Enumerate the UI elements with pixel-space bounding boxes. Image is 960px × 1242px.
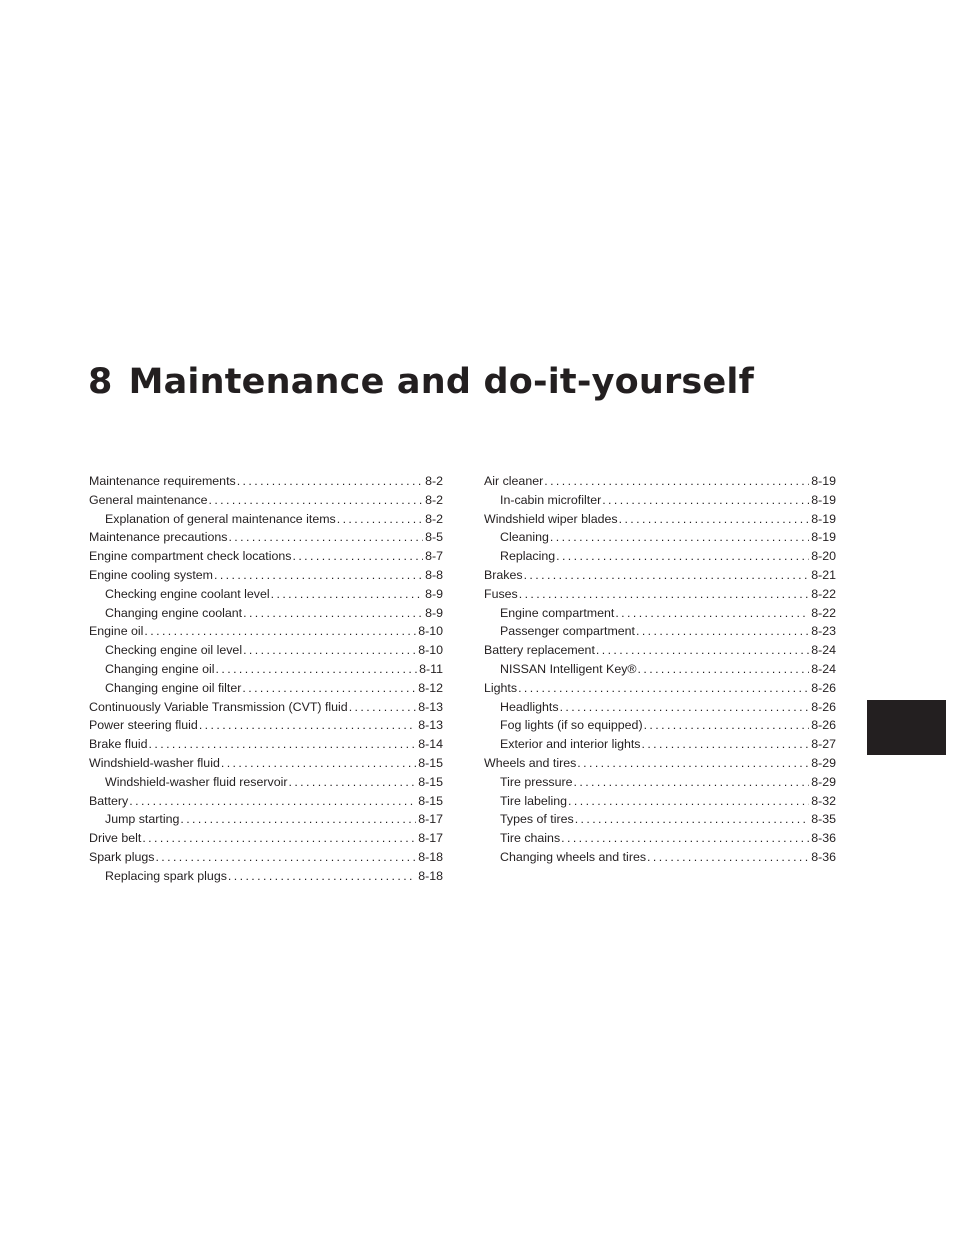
toc-entry-title: Lights	[484, 680, 518, 695]
toc-entry[interactable]	[89, 829, 443, 848]
toc-dot-leader	[577, 754, 809, 773]
toc-entry-title: Engine compartment	[500, 605, 615, 620]
toc-entry[interactable]	[484, 698, 836, 717]
toc-entry-page: 8-36	[811, 831, 836, 846]
toc-column-left	[89, 472, 443, 886]
toc-dot-leader	[180, 810, 416, 829]
toc-dot-leader	[556, 547, 809, 566]
toc-dot-leader	[619, 510, 810, 529]
toc-dot-leader	[216, 660, 418, 679]
toc-entry-page: 8-17	[418, 812, 443, 827]
toc-dot-leader	[561, 829, 809, 848]
toc-entry[interactable]	[89, 698, 443, 717]
toc-dot-leader	[243, 641, 416, 660]
toc-entry[interactable]	[89, 735, 443, 754]
toc-entry-title: Exterior and interior lights	[500, 737, 641, 752]
toc-entry[interactable]	[484, 472, 836, 491]
toc-dot-leader	[293, 547, 424, 566]
toc-entry-title: General maintenance	[89, 492, 208, 507]
toc-entry-page: 8-13	[418, 718, 443, 733]
toc-dot-leader	[242, 679, 416, 698]
toc-entry-page: 8-11	[419, 661, 443, 676]
toc-entry-page: 8-27	[811, 737, 836, 752]
toc-dot-leader	[596, 641, 809, 660]
toc-dot-leader	[524, 566, 810, 585]
toc-entry-title: Replacing	[500, 549, 556, 564]
toc-entry[interactable]	[484, 792, 836, 811]
toc-entry-title: Tire chains	[500, 831, 561, 846]
toc-entry-page: 8-19	[811, 474, 836, 488]
toc-entry[interactable]	[484, 604, 836, 623]
toc-entry-title: Changing engine coolant	[105, 605, 243, 620]
toc-entry[interactable]	[484, 547, 836, 566]
toc-entry-title: Windshield-washer fluid	[89, 755, 220, 770]
toc-dot-leader	[288, 773, 416, 792]
chapter-title-text: Maintenance and do-it-yourself	[128, 362, 755, 402]
toc-entry-title: Headlights	[500, 699, 559, 714]
toc-entry[interactable]	[89, 867, 443, 886]
toc-entry[interactable]	[484, 848, 836, 867]
toc-dot-leader	[575, 810, 810, 829]
toc-entry-title: Jump starting	[105, 812, 180, 827]
toc-entry[interactable]	[89, 491, 443, 510]
toc-entry-title: Changing engine oil filter	[105, 680, 242, 695]
toc-entry[interactable]	[484, 735, 836, 754]
toc-entry[interactable]	[89, 848, 443, 867]
toc-dot-leader	[208, 491, 423, 510]
toc-dot-leader	[518, 679, 809, 698]
toc-entry[interactable]	[484, 660, 836, 679]
toc-entry-page: 8-2	[425, 474, 443, 488]
toc-entry-page: 8-24	[811, 643, 836, 658]
toc-entry[interactable]	[89, 547, 443, 566]
toc-entry[interactable]	[484, 716, 836, 735]
toc-entry-page: 8-21	[811, 567, 836, 582]
toc-entry-title: Fuses	[484, 586, 518, 601]
toc-entry[interactable]	[89, 472, 443, 491]
toc-dot-leader	[519, 585, 809, 604]
toc-dot-leader	[638, 660, 810, 679]
toc-entry-page: 8-22	[811, 605, 836, 620]
toc-entry-title: Tire labeling	[500, 793, 568, 808]
toc-entry[interactable]	[89, 716, 443, 735]
toc-entry-page: 8-23	[811, 624, 836, 639]
toc-entry-page: 8-10	[418, 643, 443, 658]
toc-entry-title: NISSAN Intelligent Key®	[500, 661, 637, 676]
toc-entry-title: Types of tires	[500, 812, 574, 827]
toc-entry-title: Power steering fluid	[89, 718, 198, 733]
toc-entry-page: 8-18	[418, 849, 443, 864]
toc-entry-page: 8-14	[418, 737, 443, 752]
toc-dot-leader	[568, 792, 809, 811]
toc-entry-page: 8-24	[811, 661, 836, 676]
toc-dot-leader	[199, 716, 416, 735]
toc-entry-page: 8-15	[418, 755, 443, 770]
toc-entry-title: Engine oil	[89, 624, 144, 639]
toc-dot-leader	[337, 510, 423, 529]
toc-entry-page: 8-12	[418, 680, 443, 695]
toc-entry[interactable]	[484, 622, 836, 641]
toc-entry-title: Drive belt	[89, 831, 142, 846]
toc-dot-leader	[560, 698, 810, 717]
toc-entry-page: 8-26	[811, 718, 836, 733]
toc-dot-leader	[349, 698, 416, 717]
toc-entry-page: 8-10	[418, 624, 443, 639]
toc-entry[interactable]	[484, 773, 836, 792]
toc-entry-page: 8-15	[418, 793, 443, 808]
toc-entry-title: Wheels and tires	[484, 755, 577, 770]
toc-entry-title: Windshield wiper blades	[484, 511, 618, 526]
toc-dot-leader	[574, 773, 810, 792]
toc-entry-page: 8-32	[811, 793, 836, 808]
toc-entry[interactable]	[89, 660, 443, 679]
toc-entry[interactable]	[484, 491, 836, 510]
toc-entry-page: 8-35	[811, 812, 836, 827]
chapter-tab	[867, 700, 946, 755]
toc-entry[interactable]	[484, 566, 836, 585]
toc-dot-leader	[237, 472, 423, 491]
toc-entry[interactable]	[89, 679, 443, 698]
toc-entry-page: 8-19	[811, 530, 836, 545]
toc-entry-title: Spark plugs	[89, 849, 155, 864]
toc-dot-leader	[642, 735, 810, 754]
toc-entry-title: Engine compartment check locations	[89, 549, 292, 564]
toc-entry[interactable]	[89, 510, 443, 529]
toc-entry-title: Checking engine oil level	[105, 643, 243, 658]
toc-entry-page: 8-26	[811, 680, 836, 695]
toc-entry[interactable]	[484, 679, 836, 698]
toc-dot-leader	[144, 622, 416, 641]
toc-dot-leader	[221, 754, 416, 773]
toc-entry[interactable]	[484, 528, 836, 547]
toc-entry[interactable]	[484, 585, 836, 604]
toc-dot-leader	[155, 848, 416, 867]
toc-dot-leader	[271, 585, 423, 604]
toc-entry-page: 8-2	[425, 492, 443, 507]
toc-entry-page: 8-17	[418, 831, 443, 846]
toc-entry-page: 8-29	[811, 774, 836, 789]
toc-entry[interactable]	[89, 641, 443, 660]
toc-entry-page: 8-13	[418, 699, 443, 714]
chapter-title	[88, 362, 754, 402]
toc-entry[interactable]	[484, 829, 836, 848]
toc-entry-page: 8-22	[811, 586, 836, 601]
toc-entry-title: Checking engine coolant level	[105, 586, 270, 601]
toc-entry[interactable]	[89, 810, 443, 829]
toc-entry-title: Battery replacement	[484, 643, 595, 658]
toc-entry[interactable]	[89, 566, 443, 585]
toc-entry-title: Battery	[89, 793, 129, 808]
toc-entry-title: Changing wheels and tires	[500, 849, 647, 864]
toc-entry-page: 8-9	[425, 605, 443, 620]
toc-entry-page: 8-26	[811, 699, 836, 714]
toc-entry-page: 8-9	[425, 586, 443, 601]
toc-entry-title: In-cabin microfilter	[500, 492, 602, 507]
toc-entry-title: Engine cooling system	[89, 567, 213, 582]
toc-dot-leader	[602, 491, 809, 510]
toc-entry-title: Explanation of general maintenance items	[105, 511, 336, 526]
toc-entry-title: Tire pressure	[500, 774, 573, 789]
toc-dot-leader	[243, 604, 423, 623]
toc-entry-page: 8-36	[811, 849, 836, 864]
toc-dot-leader	[636, 622, 809, 641]
toc-entry-title: Fog lights (if so equipped)	[500, 718, 643, 733]
toc-dot-leader	[615, 604, 809, 623]
toc-entry[interactable]	[484, 810, 836, 829]
toc-entry[interactable]	[89, 622, 443, 641]
toc-dot-leader	[544, 472, 809, 491]
toc-dot-leader	[142, 829, 416, 848]
toc-entry[interactable]	[89, 604, 443, 623]
toc-entry-page: 8-2	[425, 511, 443, 526]
toc-dot-leader	[228, 528, 423, 547]
toc-column-right	[484, 472, 836, 867]
toc-entry-page: 8-29	[811, 755, 836, 770]
toc-dot-leader	[214, 566, 423, 585]
toc-entry-page: 8-15	[418, 774, 443, 789]
toc-entry-title: Changing engine oil	[105, 661, 215, 676]
toc-entry-title: Replacing spark plugs	[105, 868, 227, 883]
toc-entry[interactable]	[89, 585, 443, 604]
toc-entry-title: Maintenance requirements	[89, 474, 236, 488]
toc-entry[interactable]	[484, 641, 836, 660]
toc-entry-page: 8-7	[425, 549, 443, 564]
toc-entry-title: Brake fluid	[89, 737, 148, 752]
toc-dot-leader	[647, 848, 809, 867]
toc-entry[interactable]	[484, 510, 836, 529]
toc-entry[interactable]	[89, 754, 443, 773]
toc-entry-title: Maintenance precautions	[89, 530, 228, 545]
toc-dot-leader	[129, 792, 416, 811]
toc-entry[interactable]	[89, 528, 443, 547]
toc-entry[interactable]	[89, 773, 443, 792]
toc-entry-title: Continuously Variable Transmission (CVT) fluid	[89, 699, 348, 714]
toc-dot-leader	[550, 528, 809, 547]
toc-entry-title: Cleaning	[500, 530, 549, 545]
toc-entry-title: Passenger compartment	[500, 624, 635, 639]
toc-entry-page: 8-20	[811, 549, 836, 564]
toc-dot-leader	[149, 735, 417, 754]
chapter-number: 8	[88, 362, 113, 402]
toc-entry-title: Brakes	[484, 567, 523, 582]
toc-entry[interactable]	[89, 792, 443, 811]
toc-entry-page: 8-19	[811, 511, 836, 526]
toc-entry-title: Windshield-washer fluid reservoir	[105, 774, 288, 789]
toc-entry-page: 8-8	[425, 567, 443, 582]
toc-dot-leader	[644, 716, 810, 735]
toc-entry[interactable]	[484, 754, 836, 773]
toc-entry-page: 8-19	[811, 492, 836, 507]
toc-dot-leader	[228, 867, 416, 886]
toc-entry-title: Air cleaner	[484, 474, 544, 488]
toc-entry-page: 8-18	[418, 868, 443, 883]
toc-entry-page: 8-5	[425, 530, 443, 545]
